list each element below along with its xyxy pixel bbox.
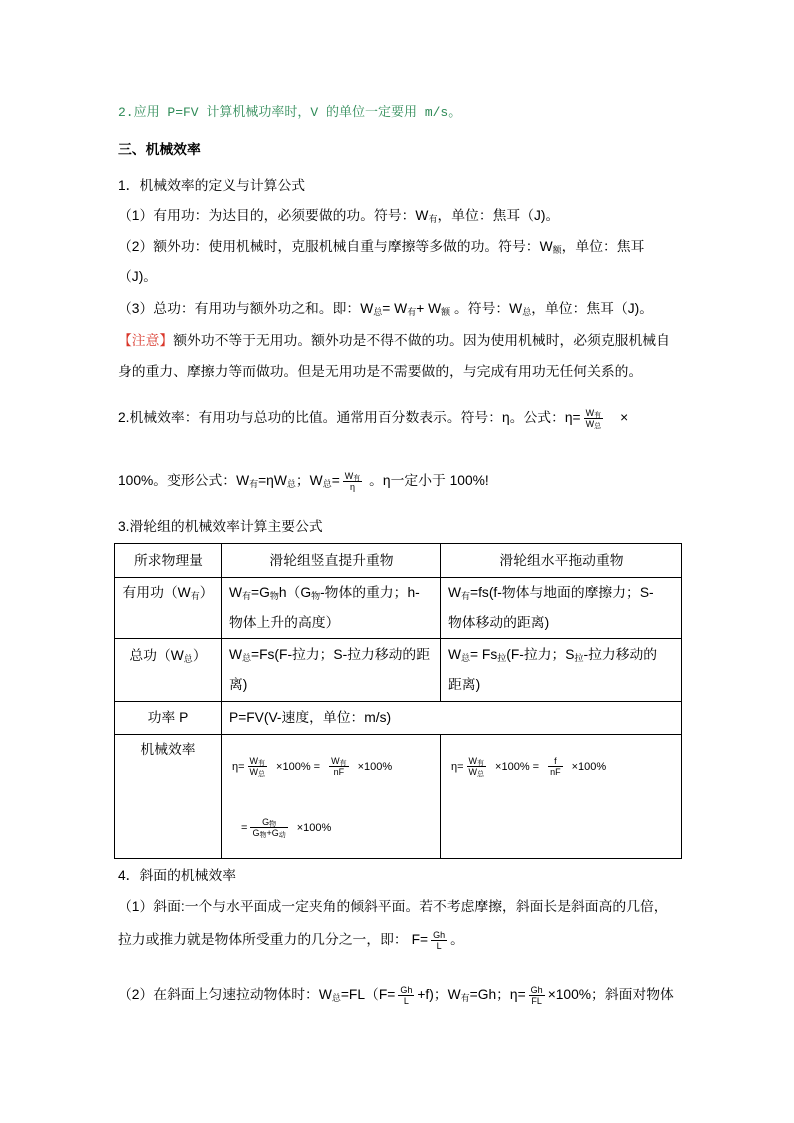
text-run: 。η一定小于 100%! bbox=[365, 473, 489, 488]
subscript: 有 bbox=[477, 759, 485, 767]
subscript: 总 bbox=[461, 653, 471, 663]
times-sign: × bbox=[620, 410, 629, 425]
fraction-numerator bbox=[248, 756, 268, 766]
notice-line-2: 身的重力、摩擦力等而做功。但是无用功是不需要做的，与完成有用功无任何关系的。 bbox=[118, 364, 643, 379]
fraction-denominator bbox=[250, 827, 287, 838]
subscript: 总 bbox=[242, 653, 252, 663]
subscript: 有 bbox=[249, 479, 259, 489]
formula-line bbox=[232, 751, 440, 781]
fraction bbox=[431, 930, 447, 951]
text-run: = bbox=[331, 473, 340, 488]
text-run: W bbox=[448, 647, 462, 662]
fraction-denominator bbox=[467, 766, 487, 777]
useful-work-line bbox=[118, 206, 559, 226]
green-note: 2.应用 P=FV 计算机械功率时，V 的单位一定要用 m/s。 bbox=[118, 105, 462, 120]
fraction bbox=[398, 985, 414, 1006]
text-run: 2.机械效率：有用功与总功的比值。通常用百分数表示。符号：η。公式：η= bbox=[118, 410, 581, 425]
subscript: 额 bbox=[552, 245, 562, 255]
subscript: 有 bbox=[460, 993, 470, 1003]
subscript: 物 bbox=[259, 831, 267, 839]
times-hundred-percent: ×100% = bbox=[276, 761, 321, 773]
total-work-horizontal-cell bbox=[441, 639, 682, 702]
fraction-denominator: L bbox=[431, 940, 447, 951]
incline-paragraph-1-line-1: （1）斜面:一个与水平面成一定夹角的倾斜平面。若不考虑摩擦，斜面长是斜面高的几倍， bbox=[118, 899, 668, 914]
equals-sign: = bbox=[241, 822, 248, 834]
fraction-numerator: f bbox=[554, 755, 557, 766]
fraction-numerator: Gh bbox=[400, 984, 413, 995]
text-run: h（G bbox=[278, 585, 312, 600]
subscript: 总 bbox=[322, 479, 332, 489]
efficiency-horizontal-cell bbox=[441, 735, 682, 859]
text-run: =ηW bbox=[258, 473, 287, 488]
total-work-line bbox=[118, 299, 653, 319]
text-run: 额外功不等于无用功。额外功是不得不做的功。因为使用机械时，必须克服机械自 bbox=[173, 333, 670, 348]
text-run: =Fs(F-拉力；S-拉力移动的距 bbox=[251, 647, 431, 662]
efficiency-definition-line bbox=[118, 406, 628, 430]
text-run: G bbox=[262, 816, 270, 827]
text-run: W bbox=[468, 766, 478, 777]
text-run: + W bbox=[416, 301, 442, 316]
text-run: ） bbox=[199, 585, 214, 600]
text-run: 拉力或推力就是物体所受重力的几分之一，即： F= bbox=[118, 932, 429, 947]
text-run: =FL（F= bbox=[340, 987, 396, 1002]
eta-equals: η= bbox=[451, 761, 464, 773]
row-label-power: 功率 P bbox=[115, 702, 222, 735]
times-hundred-percent: ×100% bbox=[357, 761, 393, 773]
text-run: ，单位：焦耳 bbox=[561, 239, 645, 254]
subscript: 拉 bbox=[574, 653, 584, 663]
subscript: 物 bbox=[269, 591, 279, 601]
table-header-row bbox=[115, 544, 682, 578]
times-hundred-percent: ×100% bbox=[571, 761, 607, 773]
text-run: = W bbox=[382, 301, 408, 316]
text-run: (F-拉力；S bbox=[506, 647, 575, 662]
subscript: 总 bbox=[594, 422, 602, 430]
fraction-numerator bbox=[584, 408, 604, 418]
pulley-heading: 3.滑轮组的机械效率计算主要公式 bbox=[118, 519, 323, 534]
fraction bbox=[529, 985, 545, 1006]
row-label-efficiency: 机械效率 bbox=[115, 735, 222, 859]
text-run: =fs(f-物体与地面的摩擦力；S- bbox=[470, 585, 654, 600]
definition-heading: 1．机械效率的定义与计算公式 bbox=[118, 178, 306, 193]
table-row-useful-work bbox=[115, 578, 682, 639]
extra-work-line bbox=[118, 237, 644, 257]
cell-line bbox=[448, 640, 675, 670]
efficiency-vertical-cell bbox=[222, 735, 441, 859]
header-quantity: 所求物理量 bbox=[115, 544, 222, 578]
row-label-total-work bbox=[115, 639, 222, 702]
fraction bbox=[584, 408, 604, 429]
subscript: 物 bbox=[269, 820, 277, 828]
fraction bbox=[250, 817, 287, 838]
row-label-useful-work bbox=[115, 578, 222, 639]
incline-heading: 4．斜面的机械效率 bbox=[118, 868, 237, 883]
formula-line bbox=[232, 812, 440, 842]
header-horizontal-drag: 滑轮组水平拖动重物 bbox=[441, 544, 682, 578]
text-run: 有用功（W bbox=[122, 585, 191, 600]
extra-work-line-wrap: （J)。 bbox=[118, 269, 158, 284]
table-row-power bbox=[115, 702, 682, 735]
text-run: ；W bbox=[295, 473, 323, 488]
text-run: 。符号：W bbox=[450, 301, 523, 316]
times-hundred-percent: ×100% = bbox=[495, 761, 540, 773]
fraction-denominator: FL bbox=[529, 995, 545, 1006]
fraction-numerator: Gh bbox=[433, 929, 446, 940]
text-run: ，单位：焦耳（J)。 bbox=[531, 301, 654, 316]
text-run: =G bbox=[251, 585, 270, 600]
text-run: W bbox=[468, 755, 478, 766]
subscript: 有 bbox=[242, 591, 252, 601]
subscript: 有 bbox=[461, 591, 471, 601]
efficiency-variants-line bbox=[118, 469, 489, 493]
fraction-numerator: Gh bbox=[530, 984, 543, 995]
table-row-total-work bbox=[115, 639, 682, 702]
fraction-numerator bbox=[250, 817, 287, 827]
cell-line: 离) bbox=[229, 677, 248, 692]
total-work-vertical-cell bbox=[222, 639, 441, 702]
header-vertical-lift: 滑轮组竖直提升重物 bbox=[222, 544, 441, 578]
subscript: 动 bbox=[278, 831, 286, 839]
text-run: +f)；W bbox=[417, 987, 461, 1002]
incline-paragraph-1-line-2 bbox=[118, 928, 464, 952]
text-run: = Fs bbox=[470, 647, 498, 662]
fraction-denominator: L bbox=[398, 995, 414, 1006]
formula-line bbox=[451, 751, 681, 781]
cell-line: 物体上升的高度） bbox=[229, 615, 340, 630]
notice-tag: 【注意】 bbox=[118, 333, 174, 348]
fraction-denominator bbox=[584, 418, 604, 429]
power-formula-cell: P=FV(V-速度，单位：m/s) bbox=[222, 702, 682, 735]
subscript: 总 bbox=[373, 307, 383, 317]
fraction-numerator bbox=[343, 471, 363, 481]
subscript: 有 bbox=[339, 759, 347, 767]
text-run: -拉力移动的 bbox=[583, 647, 658, 662]
text-run: （3）总功：有用功与额外功之和。即：W bbox=[118, 301, 374, 316]
text-run: W bbox=[249, 766, 259, 777]
fraction-numerator bbox=[467, 756, 487, 766]
subscript: 有 bbox=[594, 411, 602, 419]
text-run: ×100%；斜面对物体 bbox=[547, 987, 674, 1002]
text-run: +G bbox=[266, 827, 279, 838]
cell-line: 距离) bbox=[448, 677, 481, 692]
text-run: W bbox=[585, 407, 595, 418]
fraction bbox=[343, 471, 363, 492]
cell-line bbox=[229, 578, 434, 608]
subscript: 总 bbox=[258, 770, 266, 778]
subscript: 总 bbox=[522, 307, 532, 317]
fraction-denominator bbox=[248, 766, 268, 777]
text-run: ） bbox=[192, 648, 207, 663]
fraction-denominator: nF bbox=[329, 766, 349, 777]
useful-work-vertical-cell bbox=[222, 578, 441, 639]
text-run: （2）在斜面上匀速拉动物体时：W bbox=[118, 987, 332, 1002]
subscript: 总 bbox=[286, 479, 296, 489]
cell-line: 物体移动的距离) bbox=[448, 615, 550, 630]
table-row-efficiency bbox=[115, 735, 682, 859]
cell-line bbox=[448, 578, 675, 608]
section-title: 三、机械效率 bbox=[118, 142, 201, 157]
useful-work-horizontal-cell bbox=[441, 578, 682, 639]
subscript: 有 bbox=[258, 759, 266, 767]
text-run: 总功（W bbox=[129, 648, 184, 663]
subscript: 有 bbox=[190, 591, 200, 601]
text-run: =Gh；η= bbox=[469, 987, 526, 1002]
fraction-denominator: nF bbox=[550, 766, 561, 777]
text-run: ，单位：焦耳（J)。 bbox=[437, 208, 560, 223]
subscript: 总 bbox=[183, 654, 193, 664]
pulley-efficiency-table bbox=[114, 543, 682, 859]
text-run: W bbox=[344, 470, 354, 481]
subscript: 总 bbox=[477, 770, 485, 778]
eta-equals: η= bbox=[232, 761, 245, 773]
text-run: 100%。变形公式：W bbox=[118, 473, 250, 488]
text-run: W bbox=[229, 647, 243, 662]
text-run: W bbox=[448, 585, 462, 600]
fraction-numerator bbox=[329, 756, 349, 766]
subscript: 有 bbox=[428, 214, 438, 224]
times-hundred-percent: ×100% bbox=[296, 822, 332, 834]
fraction bbox=[329, 756, 349, 777]
incline-paragraph-2 bbox=[118, 983, 674, 1007]
text-run: W bbox=[229, 585, 243, 600]
fraction bbox=[248, 756, 268, 777]
subscript: 额 bbox=[441, 307, 451, 317]
text-run: W bbox=[249, 755, 259, 766]
subscript: 有 bbox=[353, 474, 361, 482]
subscript: 有 bbox=[407, 307, 417, 317]
subscript: 总 bbox=[331, 993, 341, 1003]
text-run: -物体的重力；h- bbox=[320, 585, 420, 600]
text-run: （2）额外功：使用机械时，克服机械自重与摩擦等多做的功。符号：W bbox=[118, 239, 553, 254]
text-run: W bbox=[585, 418, 595, 429]
fraction bbox=[548, 756, 563, 777]
subscript: 拉 bbox=[497, 653, 507, 663]
fraction bbox=[467, 756, 487, 777]
subscript: 物 bbox=[311, 591, 321, 601]
text-run: 。 bbox=[450, 932, 464, 947]
text-run: W bbox=[331, 755, 340, 766]
cell-line bbox=[229, 640, 434, 670]
fraction-denominator: η bbox=[343, 481, 363, 492]
text-run: G bbox=[252, 827, 260, 838]
text-run: （1）有用功：为达目的，必须要做的功。符号：W bbox=[118, 208, 429, 223]
notice-line-1 bbox=[118, 331, 670, 351]
